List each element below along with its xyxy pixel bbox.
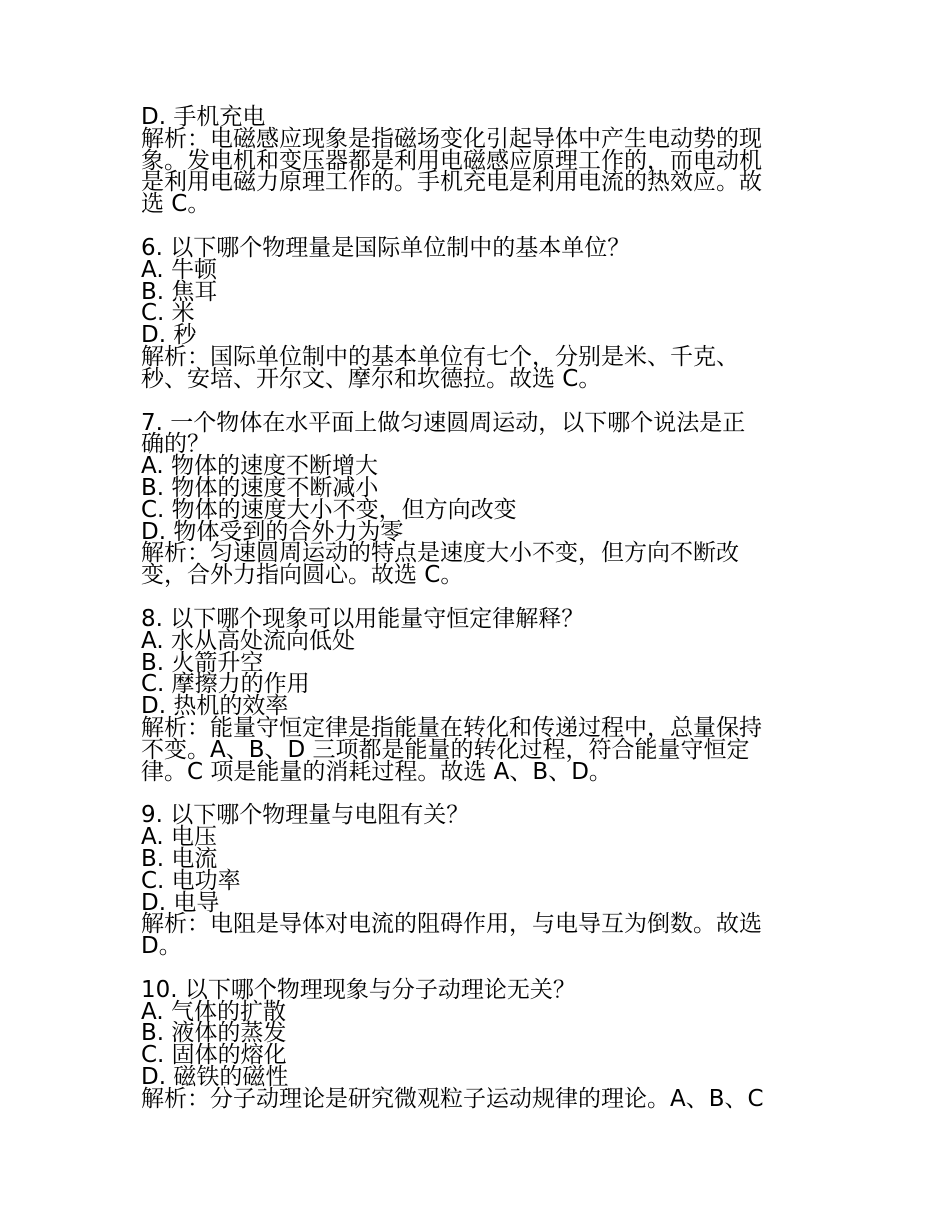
option-b-q8: B. 火箭升空	[141, 649, 264, 676]
option-c-q6: C. 米	[141, 300, 195, 327]
option-c-q7: C. 物体的速度大小不变，但方向改变	[141, 496, 517, 523]
option-b-q6: B. 焦耳	[141, 278, 218, 305]
option-d-q6: D. 秒	[141, 322, 197, 349]
analysis-q8-line3: 律。C 项是能量的消耗过程。故选 A、B、D。	[141, 758, 612, 785]
analysis-q7-line2: 变，合外力指向圆心。故选 C。	[141, 562, 464, 589]
question-10: 10. 以下哪个物理现象与分子动理论无关？	[141, 976, 576, 1003]
question-7-line1: 7. 一个物体在水平面上做匀速圆周运动，以下哪个说法是正	[141, 409, 746, 436]
analysis-q5-line1: 解析：电磁感应现象是指磁场变化引起导体中产生电动势的现	[141, 125, 762, 152]
option-d-q7: D. 物体受到的合外力为零	[141, 518, 404, 545]
analysis-q8-line1: 解析：能量守恒定律是指能量在转化和传递过程中，总量保持	[141, 714, 762, 741]
analysis-q5-line4: 选 C。	[141, 191, 211, 218]
option-d-q8: D. 热机的效率	[141, 693, 289, 720]
option-c-q10: C. 固体的熔化	[141, 1042, 287, 1069]
analysis-q7-line1: 解析：匀速圆周运动的特点是速度大小不变，但方向不断改	[141, 540, 739, 567]
option-a-q9: A. 电压	[141, 824, 217, 851]
analysis-q10-line1: 解析：分子动理论是研究微观粒子运动规律的理论。A、B、C	[141, 1085, 764, 1112]
document-page	[141, 104, 813, 1112]
analysis-q6-line2: 秒、安培、开尔文、摩尔和坎德拉。故选 C。	[141, 365, 602, 392]
option-d-q9: D. 电导	[141, 889, 220, 916]
option-a-q10: A. 气体的扩散	[141, 998, 286, 1025]
question-7-line2: 确的？	[141, 431, 210, 458]
analysis-q5-line3: 是利用电磁力原理工作的。手机充电是利用电流的热效应。故	[141, 169, 762, 196]
question-9: 9. 以下哪个物理量与电阻有关？	[141, 802, 470, 829]
analysis-q9-line1: 解析：电阻是导体对电流的阻碍作用，与电导互为倒数。故选	[141, 911, 762, 938]
option-a-q8: A. 水从高处流向低处	[141, 627, 355, 654]
option-b-q10: B. 液体的蒸发	[141, 1020, 287, 1047]
option-d-q5: D. 手机充电	[141, 104, 266, 130]
question-8: 8. 以下哪个现象可以用能量守恒定律解释？	[141, 605, 585, 632]
option-c-q8: C. 摩擦力的作用	[141, 671, 310, 698]
option-b-q7: B. 物体的速度不断减小	[141, 474, 379, 501]
option-a-q7: A. 物体的速度不断增大	[141, 453, 378, 480]
option-b-q9: B. 电流	[141, 845, 218, 872]
option-a-q6: A. 牛顿	[141, 256, 217, 283]
analysis-q6-line1: 解析：国际单位制中的基本单位有七个，分别是米、千克、	[141, 343, 739, 370]
option-d-q10: D. 磁铁的磁性	[141, 1064, 289, 1091]
option-c-q9: C. 电功率	[141, 867, 241, 894]
question-6: 6. 以下哪个物理量是国际单位制中的基本单位？	[141, 234, 631, 261]
analysis-q5-line2: 象。发电机和变压器都是利用电磁感应原理工作的，而电动机	[141, 147, 762, 174]
analysis-q9-line2: D。	[141, 933, 182, 960]
analysis-q8-line2: 不变。A、B、D 三项都是能量的转化过程，符合能量守恒定	[141, 736, 750, 763]
